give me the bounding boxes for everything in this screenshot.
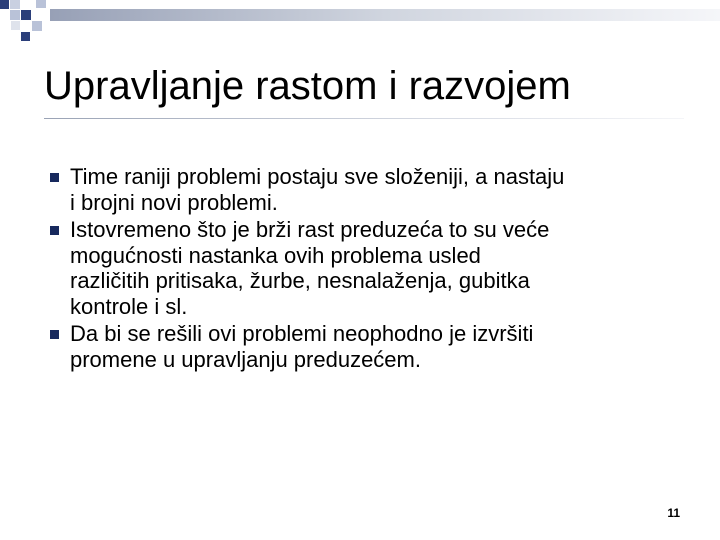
bullet-list (50, 164, 690, 374)
bullet-square-icon (50, 226, 59, 235)
bullet-item (50, 321, 690, 372)
bullet-text: Time raniji problemi postaju sve složeniji, a nastaju i brojni novi problemi. (70, 164, 565, 215)
deco-square-light-2 (10, 10, 20, 20)
deco-square-light-4 (11, 21, 20, 30)
page-number: 11 (667, 506, 680, 520)
bullet-square-icon (50, 330, 59, 339)
title-divider (44, 118, 684, 119)
deco-square-dark-1 (0, 0, 9, 9)
bullet-text: Istovremeno što je brži rast preduzeća to su veće mogućnosti nastanka ovih problema usled različitih pritisaka, žurbe, nesnalaženja, gubitka kontrole i sl. (70, 217, 550, 319)
bullet-text: Da bi se rešili ovi problemi neophodno je izvršiti promene u upravljanju preduzećem. (70, 321, 534, 372)
bullet-square-icon (50, 173, 59, 182)
bullet-item (50, 164, 690, 215)
deco-square-dark-3 (21, 32, 30, 41)
deco-square-dark-2 (21, 10, 31, 20)
deco-square-light-1 (10, 0, 20, 9)
deco-square-light-5 (36, 0, 46, 8)
slide-title: Upravljanje rastom i razvojem (44, 64, 571, 108)
header-decoration (0, 0, 720, 48)
deco-square-light-3 (32, 21, 42, 31)
header-gradient-bar (50, 9, 720, 21)
bullet-item (50, 217, 690, 319)
